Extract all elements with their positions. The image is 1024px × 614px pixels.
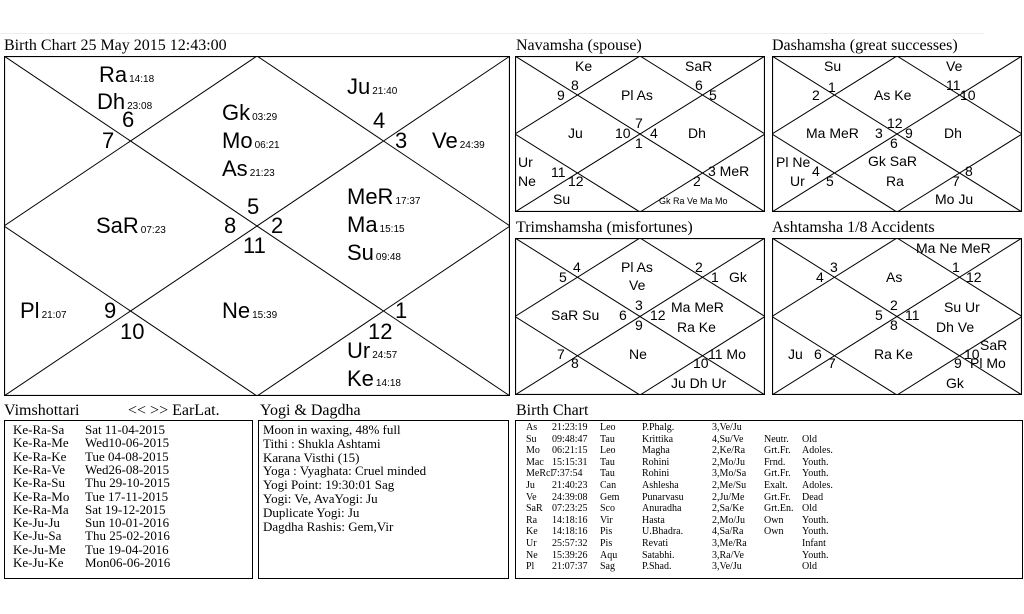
dashamsha-label: Ve	[946, 58, 963, 74]
vimshottari-title: Vimshottari	[4, 402, 80, 419]
birth-table-cell: 4,Su/Ve	[712, 433, 744, 445]
dashamsha-label: 5	[826, 173, 834, 189]
dasha-date: Wed10-06-2015	[85, 435, 170, 451]
main-chart-label: 2	[271, 213, 284, 238]
ashtamsha-label: Dh Ve	[936, 319, 975, 335]
ashtamsha-label: 9	[954, 355, 962, 371]
birth-table-cell: Youth.	[802, 514, 829, 526]
trimshamsha-label: 2	[695, 259, 703, 275]
dashamsha-label: 4	[812, 163, 820, 179]
birth-table-cell: 21:07:37	[552, 561, 588, 573]
trimshamsha-label: 5	[559, 269, 567, 285]
birth-table-cell: 3,Me/Ra	[712, 538, 747, 549]
ashtamsha-label: 6	[814, 346, 822, 362]
birth-table-cell: 14:18:16	[552, 514, 588, 526]
main-chart-label: Ju 21:40	[347, 74, 398, 99]
dashamsha-label: Dh	[944, 125, 962, 141]
navamsha-label: 11	[551, 164, 566, 180]
main-chart-label: Ke 14:18	[347, 366, 401, 391]
ashtamsha-label: Su Ur	[944, 299, 980, 315]
birth-table-cell: 3,Ra/Ve	[712, 549, 744, 561]
birth-table-cell: SaR	[526, 503, 543, 515]
birth-table-cell: Ne	[526, 549, 538, 561]
birth-table-cell: 3,Mo/Sa	[712, 468, 747, 480]
birth-table-cell: Infant	[802, 538, 826, 549]
ashtamsha-label: 7	[828, 355, 836, 371]
trimshamsha-label: Gk	[729, 269, 747, 285]
birth-table-cell: 07:23:25	[552, 503, 588, 515]
dashamsha-label: Pl Ne	[776, 154, 811, 170]
birth-table-cell: 4,Sa/Ra	[712, 526, 744, 538]
trimshamsha-label: 11 Mo	[708, 346, 746, 362]
yogi-line: Karana Visthi (15)	[263, 449, 360, 465]
dasha-date: Sun 10-01-2016	[85, 515, 170, 531]
birth-table-cell: Adoles.	[802, 445, 833, 457]
top-separator	[0, 33, 984, 34]
birth-table-cell: Leo	[600, 445, 616, 457]
navamsha-label: Gk Ra Ve Ma Mo	[659, 196, 728, 206]
birth-table-cell: Sco	[600, 503, 615, 515]
yogi-line: Yogi Point: 19:30:01 Sag	[263, 477, 395, 493]
birth-table-cell: Old	[802, 561, 817, 573]
birth-table-cell: Mac	[526, 456, 544, 468]
navigation-controls[interactable]: << >> EarLat.	[128, 402, 220, 419]
trimshamsha-label: Ju Dh Ur	[671, 375, 727, 391]
birth-table-cell: Old	[802, 433, 817, 445]
birth-table-cell: Ju	[526, 480, 535, 491]
ashtamsha-chart	[772, 238, 1022, 395]
birth-table-cell: Ke	[526, 526, 538, 538]
trimshamsha-chart	[515, 238, 765, 395]
navamsha-label: 9	[557, 87, 565, 103]
birth-table-cell: 15:39:26	[552, 549, 588, 561]
ashtamsha-label: As	[886, 269, 903, 285]
main-chart-label: 3	[395, 128, 408, 153]
birth-table-cell: Pl	[526, 561, 535, 573]
birth-table-cell: Revati	[642, 538, 669, 549]
birth-table-cell: Su	[526, 433, 537, 445]
navamsha-label: 5	[709, 87, 717, 103]
dasha-period[interactable]: Ke-Ju-Me	[13, 541, 66, 557]
dasha-date: Thu 29-10-2015	[85, 475, 170, 491]
main-birth-chart	[4, 56, 510, 396]
dasha-period[interactable]: Ke-Ra-Ke	[13, 448, 67, 464]
birth-table-cell: Exalt.	[764, 480, 788, 491]
ashtamsha-label: 1	[952, 259, 960, 275]
birth-table-title: Birth Chart	[516, 402, 589, 419]
birth-table-cell: Hasta	[642, 514, 665, 526]
trimshamsha-label: 4	[573, 259, 581, 275]
trimshamsha-label: 7	[557, 346, 565, 362]
dasha-date: Sat 19-12-2015	[85, 501, 166, 517]
navamsha-label: Su	[553, 191, 571, 207]
main-chart-label: Gk 03:29	[222, 100, 278, 125]
trimshamsha-label: Ve	[629, 277, 646, 293]
ashtamsha-label: 8	[890, 317, 898, 333]
ashtamsha-label: 5	[875, 307, 883, 323]
birth-table-cell: Adoles.	[802, 480, 833, 491]
birth-table-cell: Vir	[600, 514, 613, 526]
birth-table-cell: 15:15:31	[552, 456, 588, 468]
navamsha-label: Pl As	[621, 87, 653, 103]
birth-table-cell: 21:40:23	[552, 480, 588, 491]
navamsha-label: Ke	[575, 58, 593, 74]
dashamsha-label: Su	[824, 58, 842, 74]
trimshamsha-label: 12	[650, 307, 666, 323]
main-chart-label: MeR 17:37	[347, 184, 421, 209]
dasha-period[interactable]: Ke-Ra-Ve	[13, 461, 65, 477]
dasha-period[interactable]: Ke-Ra-Sa	[13, 422, 65, 437]
birth-table-cell: Ve	[526, 491, 537, 503]
birth-table-cell: 3,Ve/Ju	[712, 561, 742, 573]
dashamsha-label: 1	[828, 79, 836, 95]
dashamsha-label: 7	[952, 173, 960, 189]
birth-table-cell: Pis	[600, 526, 613, 538]
birth-table-cell: Sag	[600, 561, 615, 573]
birth-table-cell: 09:48:47	[552, 433, 588, 445]
ashtamsha-label: 11	[905, 307, 920, 323]
dasha-period[interactable]: Ke-Ju-Ju	[13, 515, 60, 531]
navamsha-label: 6	[695, 77, 703, 93]
birth-table-cell: 24:39:08	[552, 491, 588, 503]
birth-table-panel	[515, 420, 1023, 579]
dashamsha-label: As Ke	[874, 87, 912, 103]
ashtamsha-label: 10	[964, 346, 980, 362]
birth-table-cell: Can	[600, 480, 617, 491]
navamsha-label: 1	[635, 135, 643, 151]
yogi-line: Yogi: Ve, AvaYogi: Ju	[263, 491, 378, 506]
birth-table-cell: 2,Sa/Ke	[712, 503, 744, 515]
yogi-line: Tithi : Shukla Ashtami	[263, 435, 381, 451]
trimshamsha-label: Ma MeR	[671, 299, 724, 315]
yogi-line: Moon in waxing, 48% full	[263, 422, 401, 437]
birth-table-cell: Neutr.	[764, 433, 789, 445]
yogi-line: Duplicate Yogi: Ju	[263, 504, 360, 520]
navamsha-label: 7	[635, 115, 643, 131]
trimshamsha-label: 3	[635, 297, 643, 313]
birth-table-cell: 3,Ve/Ju	[712, 422, 742, 433]
navamsha-label: Ur	[518, 154, 533, 170]
dashamsha-label: 9	[905, 125, 913, 141]
dashamsha-label: Ma MeR	[806, 125, 859, 141]
dasha-date: Tue 19-04-2016	[85, 541, 169, 557]
dasha-date: Thu 25-02-2016	[85, 528, 170, 544]
dashamsha-chart	[772, 56, 1022, 212]
birth-table-cell: Krittika	[642, 433, 674, 445]
navamsha-label: 8	[571, 77, 579, 93]
birth-table-cell: 25:57:32	[552, 538, 588, 549]
trimshamsha-label: 6	[619, 307, 627, 323]
navamsha-title: Navamsha (spouse)	[516, 37, 642, 54]
dashamsha-label: Ur	[790, 173, 805, 189]
birth-table-cell: Rohini	[642, 456, 670, 468]
navamsha-label: Dh	[688, 125, 706, 141]
birth-table-cell: Own	[764, 514, 784, 526]
dasha-date: Tue 04-08-2015	[85, 448, 169, 464]
ashtamsha-label: SaR	[980, 337, 1008, 353]
main-chart-label: 4	[373, 108, 386, 133]
birth-table-cell: Tau	[600, 468, 615, 480]
ashtamsha-label: Ra Ke	[874, 346, 913, 362]
main-chart-label: Ve 24:39	[432, 128, 485, 153]
trimshamsha-label: 1	[711, 269, 719, 285]
yogi-dagdha-title: Yogi & Dagdha	[260, 402, 361, 419]
main-chart-label: Pl 21:07	[20, 298, 67, 323]
main-chart-label: 11	[243, 233, 266, 258]
navamsha-label: 2	[693, 173, 701, 189]
birth-table-cell: Youth.	[802, 468, 829, 480]
birth-table-cell: Grt.En.	[764, 503, 794, 515]
dashamsha-label: 10	[960, 87, 976, 103]
main-chart-label: Dh 23:08	[97, 89, 153, 114]
main-chart-label: As 21:23	[222, 156, 275, 181]
dashamsha-label: 3	[875, 125, 883, 141]
birth-table-cell: Frnd.	[764, 456, 786, 468]
navamsha-label: Ne	[518, 173, 536, 189]
dasha-period[interactable]: Ke-Ju-Ke	[13, 555, 64, 570]
navamsha-label: 12	[568, 173, 584, 189]
birth-table-cell: Old	[802, 503, 817, 515]
dashamsha-label: 12	[887, 115, 903, 131]
birth-table-cell: 2,Mo/Ju	[712, 456, 746, 468]
dasha-period[interactable]: Ke-Ju-Sa	[13, 528, 62, 544]
yogi-panel	[258, 420, 509, 579]
birth-table-cell: Ur	[526, 538, 537, 549]
birth-table-cell: Youth.	[802, 549, 829, 561]
birth-table-cell: Ashlesha	[642, 480, 679, 491]
navamsha-label: SaR	[685, 58, 713, 74]
birth-table-cell: Leo	[600, 422, 616, 433]
birth-table-cell: Dead	[802, 491, 824, 503]
birth-table-cell: Tau	[600, 433, 615, 445]
dasha-period[interactable]: Ke-Ra-Me	[13, 435, 69, 451]
main-chart-label: Ne 15:39	[222, 298, 278, 323]
birth-table-cell: 21:23:19	[552, 422, 588, 433]
main-chart-label: 7	[102, 128, 115, 153]
birth-table-cell: 06:21:15	[552, 445, 588, 457]
ashtamsha-label: Ju	[788, 346, 803, 362]
birth-table-cell: 2,Me/Su	[712, 480, 747, 491]
birth-table-cell: Grt.Fr.	[764, 445, 791, 457]
ashtamsha-label: 12	[966, 269, 982, 285]
birth-table-cell: 14:18:16	[552, 526, 588, 538]
birth-table-cell: Mo	[526, 445, 540, 457]
birth-table-cell: P.Shad.	[642, 561, 672, 573]
navamsha-label: 4	[650, 125, 658, 141]
yogi-line: Yoga : Vyaghata: Cruel minded	[263, 463, 427, 479]
yogi-line: Dagdha Rashis: Gem,Vir	[263, 518, 394, 534]
birth-table-cell: Own	[764, 526, 784, 538]
navamsha-label: 10	[615, 125, 631, 141]
dasha-date: Tue 17-11-2015	[85, 488, 169, 504]
main-chart-label: Ra 14:18	[99, 62, 155, 87]
birth-table-cell: Grt.Fr.	[764, 468, 791, 480]
birth-table-cell: Youth.	[802, 526, 829, 538]
main-chart-label: SaR 07:23	[96, 213, 166, 238]
dashamsha-label: 11	[946, 77, 961, 93]
ashtamsha-label: 4	[816, 269, 824, 285]
main-chart-label: Ma 15:15	[347, 212, 405, 237]
dasha-period[interactable]: Ke-Ra-Su	[13, 475, 65, 491]
main-chart-label: 9	[104, 298, 117, 323]
dasha-date: Sat 11-04-2015	[85, 422, 166, 437]
birth-table-cell: Satabhi.	[642, 549, 675, 561]
birth-table-cell: Grt.Fr.	[764, 491, 791, 503]
trimshamsha-label: 8	[571, 355, 579, 371]
birth-table-cell: Youth.	[802, 456, 829, 468]
ashtamsha-label: Ma Ne MeR	[916, 240, 991, 256]
main-chart-label: 10	[120, 319, 145, 344]
birth-table-cell: P.Phalg.	[642, 422, 675, 433]
trimshamsha-label: Ra Ke	[677, 319, 716, 335]
dasha-period[interactable]: Ke-Ra-Mo	[13, 488, 70, 504]
birth-table-cell: MeRcl	[526, 468, 554, 480]
trimshamsha-label: Pl As	[621, 259, 653, 275]
main-chart-label: Mo 06:21	[222, 128, 280, 153]
birth-chart-title: Birth Chart 25 May 2015 12:43:00	[4, 37, 227, 54]
dashamsha-label: 8	[965, 163, 973, 179]
birth-table-cell: As	[526, 422, 538, 433]
trimshamsha-label: 9	[635, 317, 643, 333]
dashamsha-label: Mo Ju	[935, 191, 974, 207]
birth-table-cell: Punarvasu	[642, 491, 684, 503]
main-chart-label: Su 09:48	[347, 240, 401, 265]
dashamsha-label: 6	[890, 135, 898, 151]
navamsha-label: 3 MeR	[708, 163, 750, 179]
dashamsha-title: Dashamsha (great successes)	[772, 37, 958, 54]
birth-table-cell: 7:37:54	[552, 468, 583, 480]
birth-table-cell: U.Bhadra.	[642, 526, 684, 538]
dasha-date: Mon06-06-2016	[85, 555, 171, 570]
trimshamsha-label: SaR Su	[551, 307, 600, 323]
birth-table-cell: Gem	[600, 491, 620, 503]
main-chart-label: 5	[247, 194, 260, 219]
dashamsha-label: Ra	[886, 173, 904, 189]
main-chart-label: 12	[368, 319, 393, 344]
birth-table-cell: Aqu	[600, 549, 618, 561]
main-chart-label: 8	[224, 213, 237, 238]
ashtamsha-label: Pl Mo	[970, 355, 1006, 371]
main-chart-label: 6	[122, 107, 135, 132]
ashtamsha-label: Gk	[946, 375, 964, 391]
navamsha-chart	[515, 56, 765, 212]
dasha-period[interactable]: Ke-Ra-Ma	[13, 501, 69, 517]
birth-table-cell: Anuradha	[642, 503, 682, 515]
trimshamsha-label: Ne	[629, 346, 647, 362]
ashtamsha-label: 3	[830, 259, 838, 275]
trimshamsha-title: Trimshamsha (misfortunes)	[516, 219, 693, 236]
dashamsha-label: Gk SaR	[868, 153, 918, 169]
birth-table-cell: Magha	[642, 445, 670, 457]
dasha-date: Wed26-08-2015	[85, 461, 170, 477]
birth-table-cell: 2,Ke/Ra	[712, 445, 746, 457]
vimshottari-panel	[4, 420, 253, 579]
trimshamsha-label: 10	[693, 355, 709, 371]
birth-table-cell: 2,Ju/Me	[712, 491, 745, 503]
birth-table-cell: Tau	[600, 456, 615, 468]
birth-table-cell: Ra	[526, 514, 538, 526]
birth-table-cell: Pis	[600, 538, 613, 549]
main-chart-label: 1	[395, 298, 408, 323]
dashamsha-label: 2	[812, 87, 820, 103]
ashtamsha-title: Ashtamsha 1/8 Accidents	[772, 219, 935, 236]
ashtamsha-label: 2	[890, 297, 898, 313]
birth-table-cell: Rohini	[642, 468, 670, 480]
main-chart-label: Ur 24:57	[347, 338, 398, 363]
navamsha-label: Ju	[568, 125, 583, 141]
birth-table-cell: 2,Mo/Ju	[712, 514, 746, 526]
